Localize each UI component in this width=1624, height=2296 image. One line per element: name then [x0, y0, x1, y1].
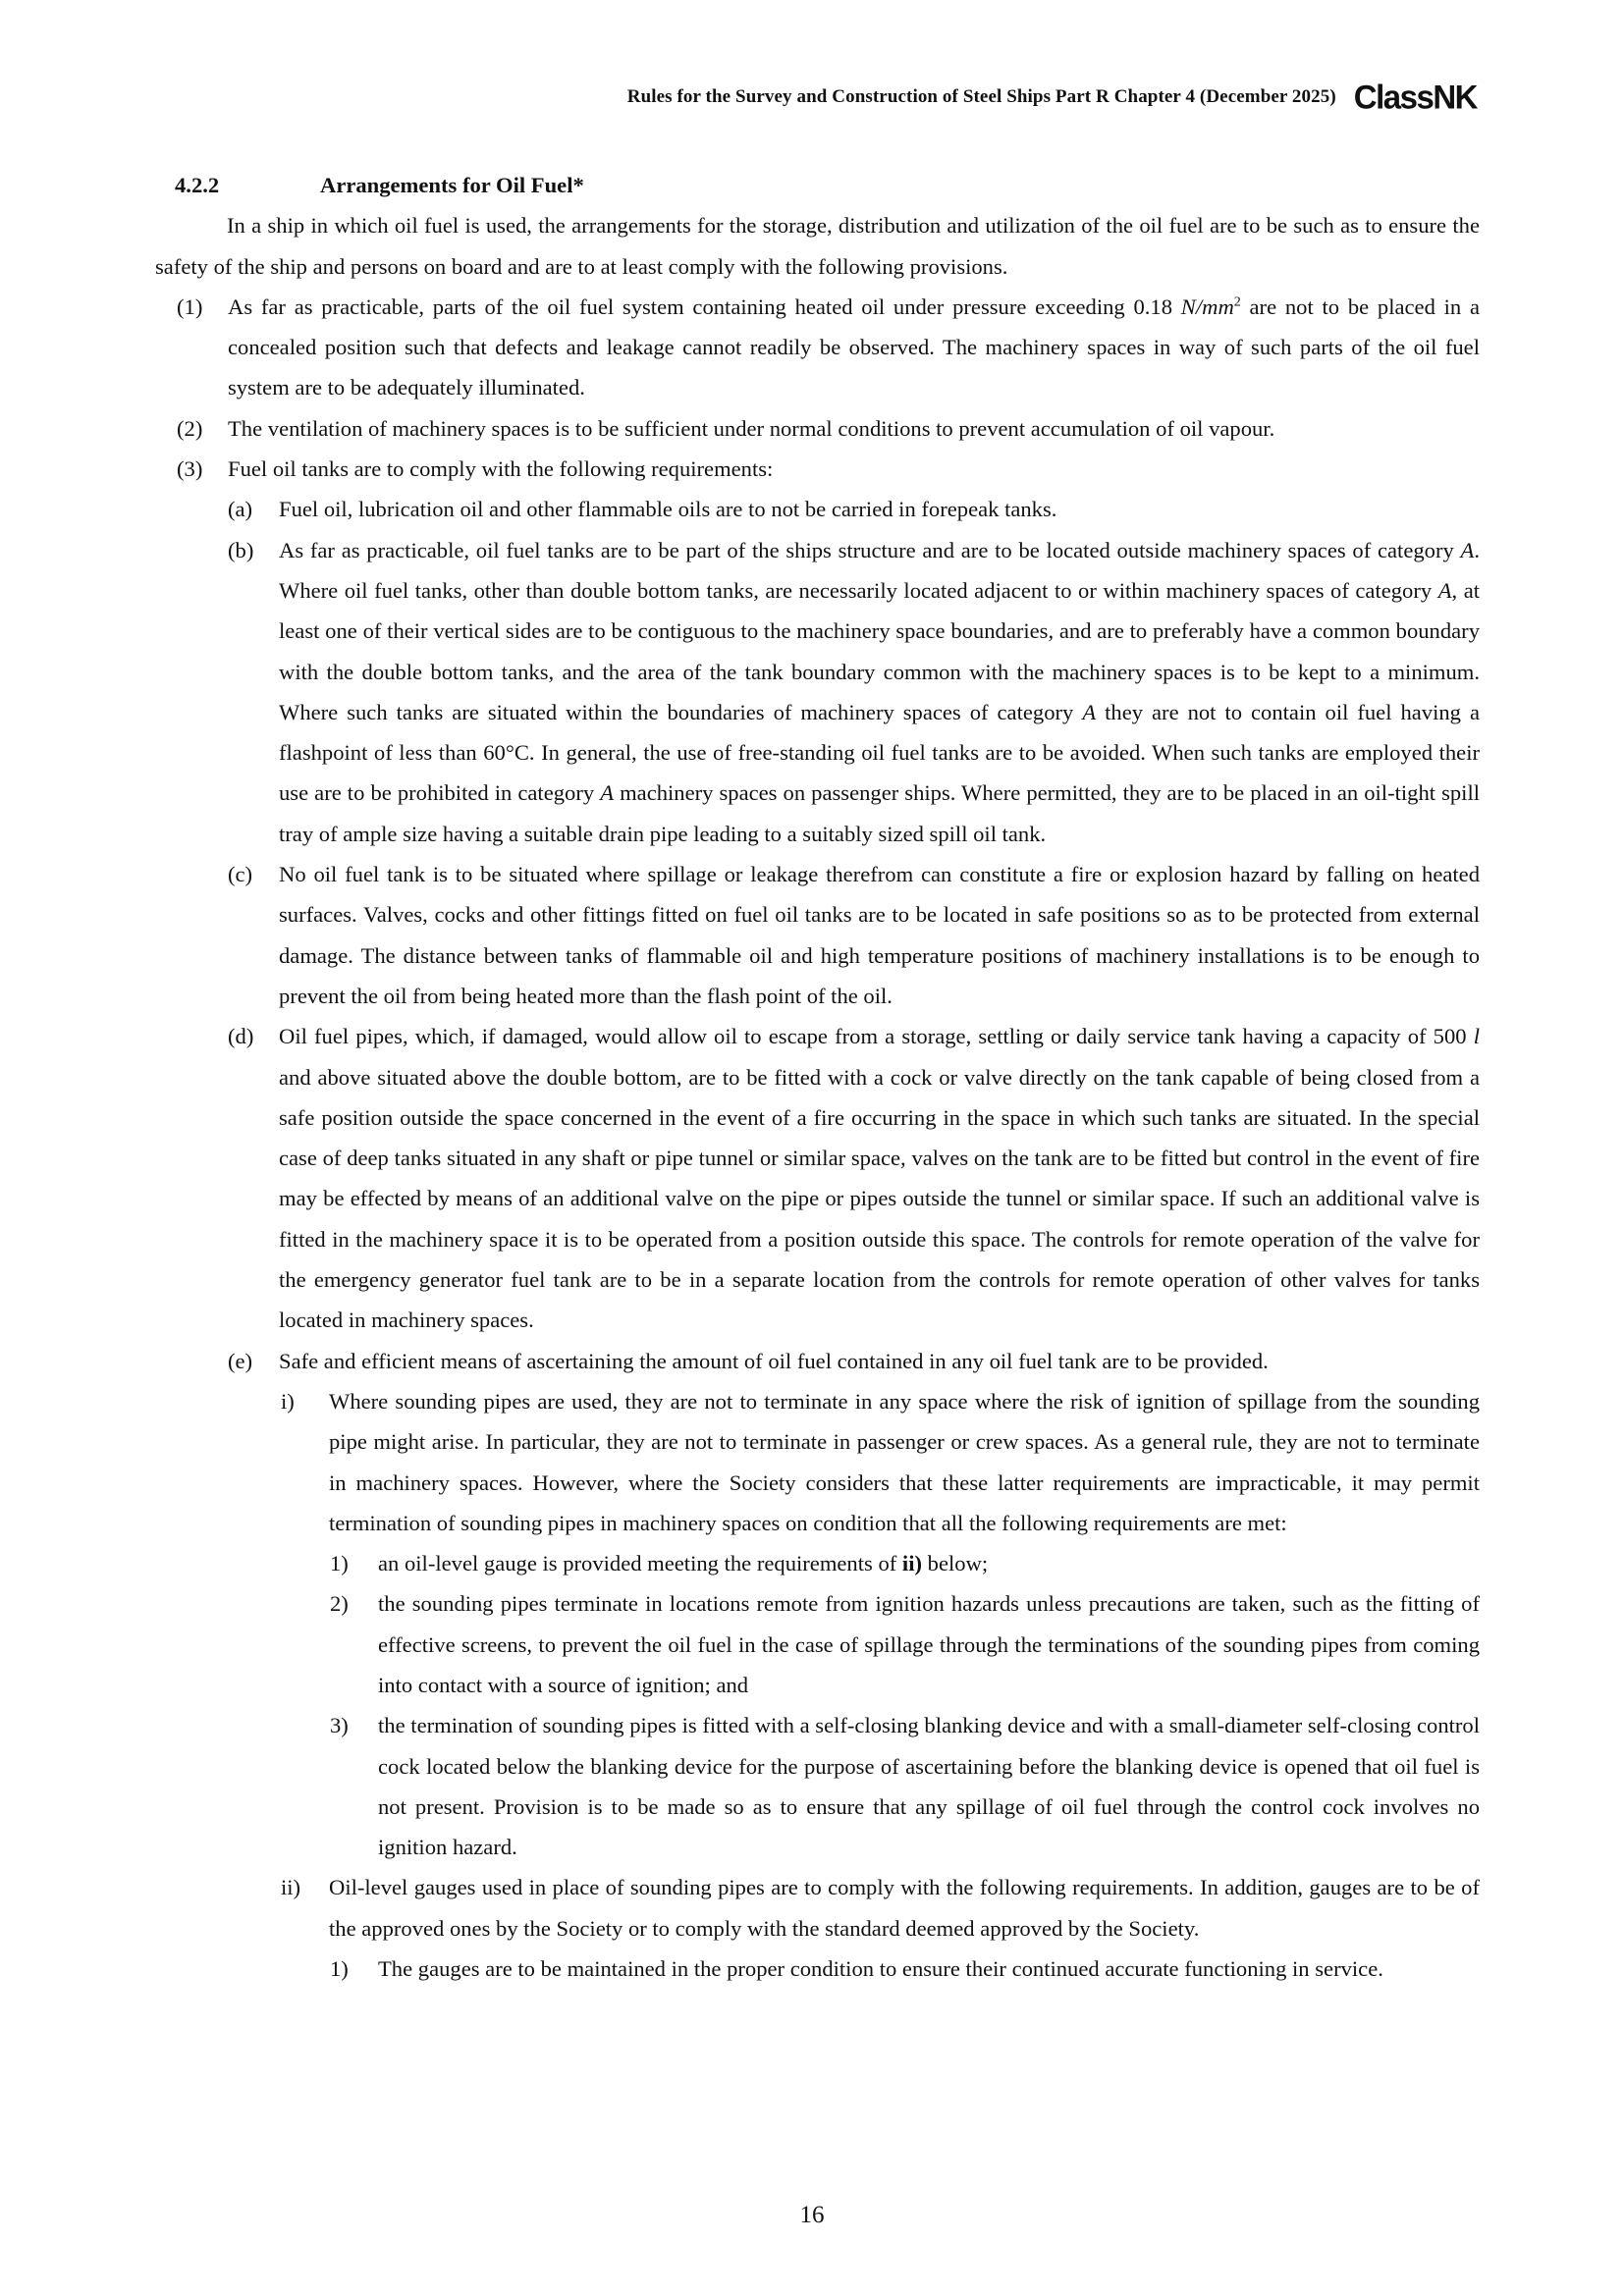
list-item-a: (a) Fuel oil, lubrication oil and other flammable oils are to not be carried in forepeak tanks. — [155, 489, 1480, 529]
document-body — [155, 165, 1480, 1989]
item-marker: 2) — [330, 1591, 349, 1617]
page-number: 16 — [799, 2202, 825, 2228]
page-header — [627, 79, 1477, 116]
item-marker: (b) — [228, 537, 254, 562]
section-title: Arrangements for Oil Fuel* — [320, 173, 584, 197]
section-heading — [155, 165, 1480, 205]
list-item-3: (3) Fuel oil tanks are to comply with the following requirements: — [155, 449, 1480, 489]
item-marker: (a) — [228, 497, 253, 522]
list-item-e-i: i) Where sounding pipes are used, they are not to terminate in any space where the risk of ignition of spillage from the sounding pipe might arise. In particular, they are not to terminate in passenger or crew spaces. As a general rule, they are not to terminate in machinery spaces. However, where the Society considers that these latter requirements are impracticable, it may permit termination of sounding pipes in machinery spaces on condition that all the following requirements are met: — [155, 1381, 1480, 1543]
list-item-2: (2) The ventilation of machinery spaces is to be sufficient under normal conditions to prevent accumulation of oil vapour. — [155, 408, 1480, 449]
item-marker: (d) — [228, 1024, 254, 1049]
item-marker: (2) — [177, 415, 203, 441]
list-item-e-i-3: 3) the termination of sounding pipes is fitted with a self-closing blanking device and with a small-diameter self-closing control cock located below the blanking device for the purpose of ascertaining before the blanking device is opened that oil fuel is not present. Provision is to be made so as to ensure that any spillage of oil fuel through the control cock involves no ignition hazard. — [155, 1705, 1480, 1867]
item-marker: (1) — [177, 294, 203, 319]
list-item-d: (d) Oil fuel pipes, which, if damaged, would allow oil to escape from a storage, settling or daily service tank having a capacity of 500 l and above situated above the double bottom, are to be fitted with a cock or valve directly on the tank capable of being closed from a safe position outside the space concerned in the event of a fire occurring in the space in which such tanks are situated. In the special case of deep tanks situated in any shaft or pipe tunnel or similar space, valves on the tank are to be fitted but control in the event of fire may be effected by means of an additional valve on the pipe or pipes outside the tunnel or similar space. If such an additional valve is fitted in the machinery space it is to be operated from a position outside this space. The controls for remote operation of the valve for the emergency generator fuel tank are to be in a separate location from the controls for remote operation of other valves for tanks located in machinery spaces. — [155, 1016, 1480, 1340]
item-marker: (e) — [228, 1348, 253, 1373]
list-item-e-i-1: 1) an oil-level gauge is provided meeting the requirements of ii) below; — [155, 1543, 1480, 1583]
item-marker: 1) — [330, 1551, 349, 1576]
list-item-1: (1) As far as practicable, parts of the oil fuel system containing heated oil under pressure exceeding 0.18 $N/mm^2$ are not to be placed in a concealed position such that defects and leakage cannot readily be observed. The machinery spaces in way of such parts of the oil fuel system are to be adequately illuminated. — [155, 287, 1480, 408]
list-item-e-ii-1: 1) The gauges are to be maintained in the proper condition to ensure their continued accurate functioning in service. — [155, 1949, 1480, 1989]
unit-text: N/mm — [1180, 294, 1234, 319]
item-marker: (c) — [228, 862, 253, 887]
item-marker: i) — [281, 1388, 295, 1414]
section-number: 4.2.2 — [175, 173, 220, 197]
header-title: Rules for the Survey and Construction of Steel Ships Part R Chapter 4 (December 2025) — [626, 86, 1336, 107]
item-marker: 3) — [330, 1713, 349, 1738]
item-marker: (3) — [177, 456, 203, 482]
cross-reference: ii) — [901, 1551, 923, 1576]
classnk-logo: ClassNK — [1353, 78, 1477, 116]
list-item-e-ii: ii) Oil-level gauges used in place of sounding pipes are to comply with the following requirements. In addition, gauges are to be of the approved ones by the Society or to comply with the standard deemed approved by the Society. — [155, 1867, 1480, 1949]
list-item-b: (b) As far as practicable, oil fuel tanks are to be part of the ships structure and are to be located outside machinery spaces of category A. Where oil fuel tanks, other than double bottom tanks, are necessarily located adjacent to or within machinery spaces of category A, at least one of their vertical sides are to be contiguous to the machinery space boundaries, and are to preferably have a common boundary with the double bottom tanks, and the area of the tank boundary common with the machinery spaces is to be kept to a minimum. Where such tanks are situated within the boundaries of machinery spaces of category A they are not to contain oil fuel having a flashpoint of less than 60°C. In general, the use of free-standing oil fuel tanks are to be avoided. When such tanks are employed their use are to be prohibited in category A machinery spaces on passenger ships. Where permitted, they are to be placed in an oil-tight spill tray of ample size having a suitable drain pipe leading to a suitably sized spill oil tank. — [155, 530, 1480, 854]
list-item-c: (c) No oil fuel tank is to be situated where spillage or leakage therefrom can constitute a fire or explosion hazard by falling on heated surfaces. Valves, cocks and other fittings fitted on fuel oil tanks are to be located in safe positions so as to be protected from external damage. The distance between tanks of flammable oil and high temperature positions of machinery installations is to be enough to prevent the oil from being heated more than the flash point of the oil. — [155, 854, 1480, 1016]
item-marker: ii) — [281, 1875, 301, 1900]
item-marker: 1) — [330, 1956, 349, 1982]
list-item-e-i-2: 2) the sounding pipes terminate in locations remote from ignition hazards unless precautions are taken, such as the fitting of effective screens, to prevent the oil fuel in the case of spillage through the terminations of the sounding pipes from coming into contact with a source of ignition; and — [155, 1583, 1480, 1705]
list-item-e: (e) Safe and efficient means of ascertaining the amount of oil fuel contained in any oil fuel tank are to be provided. — [155, 1341, 1480, 1381]
section-intro: In a ship in which oil fuel is used, the arrangements for the storage, distribution and utilization of the oil fuel are to be such as to ensure the safety of the ship and persons on board and are to at least comply with the following provisions. — [155, 213, 1480, 279]
